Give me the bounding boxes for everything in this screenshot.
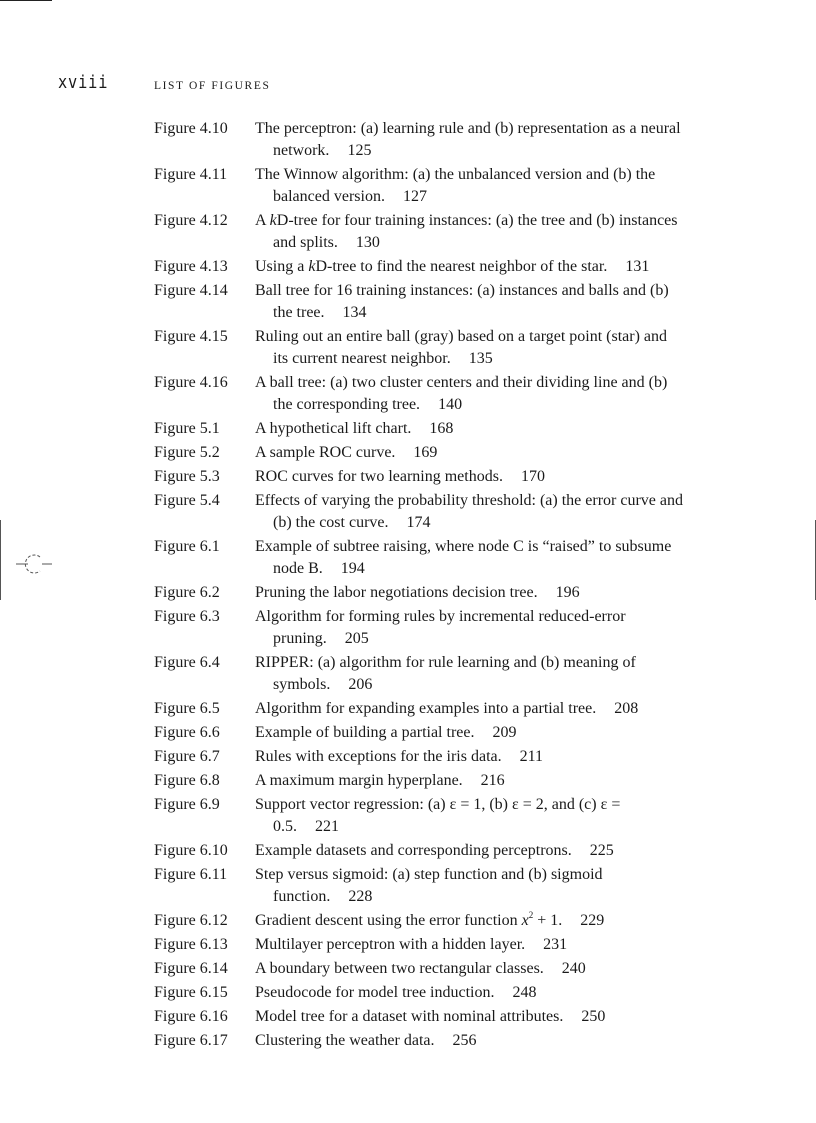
figure-caption-text: Ball tree for 16 training instances: (a) instances and balls and (b) the tree. xyxy=(255,282,669,321)
figure-caption xyxy=(255,490,684,534)
figure-label: Figure 4.12 xyxy=(154,212,228,229)
figure-entry xyxy=(154,910,684,932)
figure-entry xyxy=(154,794,684,838)
figure-caption-text: Pruning the labor negotiations decision tree. xyxy=(255,584,538,601)
figure-caption-text: Effects of varying the probability threshold: (a) the error curve and (b) the cost curve. xyxy=(255,492,683,531)
figure-page-number: 131 xyxy=(625,258,650,275)
figure-caption xyxy=(255,698,684,720)
figure-label: Figure 6.9 xyxy=(154,796,220,813)
figure-label: Figure 6.17 xyxy=(154,1032,228,1049)
figure-entry xyxy=(154,280,684,324)
figure-label: Figure 4.13 xyxy=(154,258,228,275)
figure-caption xyxy=(255,372,684,416)
figure-label: Figure 6.6 xyxy=(154,724,220,741)
figure-caption xyxy=(255,722,684,744)
figure-page-number: 248 xyxy=(512,984,537,1001)
figure-caption-text: Example datasets and corresponding perceptrons. xyxy=(255,842,572,859)
figure-caption xyxy=(255,1030,684,1052)
figure-caption xyxy=(255,606,684,650)
figure-page-number: 208 xyxy=(614,700,639,717)
figure-entry xyxy=(154,210,684,254)
figure-page-number: 240 xyxy=(561,960,586,977)
figure-caption-text: Gradient descent using the error function xyxy=(255,912,522,929)
figure-entry xyxy=(154,982,684,1004)
figure-entry xyxy=(154,582,684,604)
figure-label: Figure 6.8 xyxy=(154,772,220,789)
figure-caption xyxy=(255,934,684,956)
figure-label: Figure 6.14 xyxy=(154,960,228,977)
figure-entry xyxy=(154,1030,684,1052)
figure-caption-text: A maximum margin hyperplane. xyxy=(255,772,463,789)
figure-entry xyxy=(154,1006,684,1028)
registration-mark-icon xyxy=(14,549,54,579)
figure-caption-text: D-tree for four training instances: (a) the tree and (b) instances and splits. xyxy=(273,212,678,251)
figure-page-number: 209 xyxy=(492,724,517,741)
figure-caption-text: Using a xyxy=(255,258,309,275)
figure-page-number: 125 xyxy=(347,142,372,159)
figure-page-number: 221 xyxy=(315,818,339,835)
figure-label: Figure 6.2 xyxy=(154,584,220,601)
figure-caption-superscript: 2 xyxy=(528,910,534,920)
figure-label: Figure 5.4 xyxy=(154,492,220,509)
figure-entry xyxy=(154,466,684,488)
figure-caption xyxy=(255,840,684,862)
figure-label: Figure 5.3 xyxy=(154,468,220,485)
figure-page-number: 127 xyxy=(402,188,427,205)
figure-label: Figure 4.16 xyxy=(154,374,228,391)
figure-page-number: 228 xyxy=(348,888,373,905)
figure-caption-text: D-tree to find the nearest neighbor of the star. xyxy=(315,258,608,275)
figure-page-number: 134 xyxy=(342,304,367,321)
figure-caption xyxy=(255,794,684,838)
figure-caption xyxy=(255,582,684,604)
figure-caption-text: Ruling out an entire ball (gray) based on a target point (star) and its current nearest neighbor. xyxy=(255,328,668,367)
figure-entry xyxy=(154,864,684,908)
figure-caption xyxy=(255,164,684,208)
figure-caption-text: Clustering the weather data. xyxy=(255,1032,435,1049)
figure-entry xyxy=(154,934,684,956)
figure-caption xyxy=(255,118,684,162)
figure-caption-text: Example of subtree raising, where node C is “raised” to subsume node B. xyxy=(255,538,672,577)
figure-caption xyxy=(255,256,684,278)
figure-caption-text: A sample ROC curve. xyxy=(255,444,396,461)
figure-page-number: 194 xyxy=(340,560,365,577)
figure-page-number: 206 xyxy=(348,676,373,693)
figure-page-number: 140 xyxy=(438,396,463,413)
crop-mark-top xyxy=(0,0,52,1)
figure-entry xyxy=(154,536,684,580)
figure-caption xyxy=(255,958,684,980)
figure-entry xyxy=(154,606,684,650)
figure-page-number: 229 xyxy=(580,912,605,929)
figure-caption-text: ROC curves for two learning methods. xyxy=(255,468,503,485)
figure-caption xyxy=(255,326,684,370)
figure-label: Figure 6.13 xyxy=(154,936,228,953)
figure-entry xyxy=(154,722,684,744)
figure-caption-italic: k xyxy=(308,258,316,275)
figure-caption xyxy=(255,418,684,440)
figure-label: Figure 5.2 xyxy=(154,444,220,461)
figure-caption-text: Step versus sigmoid: (a) step function and (b) sigmoid function. xyxy=(255,866,603,905)
figure-page-number: 130 xyxy=(355,234,380,251)
figure-caption xyxy=(255,910,684,932)
figure-page-number: 211 xyxy=(519,748,544,765)
figure-label: Figure 6.1 xyxy=(154,538,220,555)
figure-entry xyxy=(154,164,684,208)
figure-label: Figure 6.16 xyxy=(154,1008,228,1025)
figure-entry xyxy=(154,698,684,720)
figure-caption xyxy=(255,536,684,580)
figure-label: Figure 6.11 xyxy=(154,866,228,883)
figure-caption xyxy=(255,466,684,488)
figure-label: Figure 4.14 xyxy=(154,282,228,299)
figure-label: Figure 6.12 xyxy=(154,912,228,929)
figure-label: Figure 6.4 xyxy=(154,654,220,671)
crop-mark-left xyxy=(0,520,1,600)
figure-entry xyxy=(154,958,684,980)
figure-caption-text: A ball tree: (a) two cluster centers and their dividing line and (b) the corresponding tree. xyxy=(255,374,668,413)
figure-caption-text: A xyxy=(255,212,270,229)
figure-label: Figure 6.15 xyxy=(154,984,228,1001)
figure-caption xyxy=(255,442,684,464)
figure-page-number: 231 xyxy=(543,936,568,953)
figure-entry xyxy=(154,256,684,278)
figure-caption-text: Model tree for a dataset with nominal attributes. xyxy=(255,1008,564,1025)
figure-caption-text: Algorithm for expanding examples into a partial tree. xyxy=(255,700,597,717)
figure-caption-text: The perceptron: (a) learning rule and (b) representation as a neural network. xyxy=(255,120,681,159)
figure-caption xyxy=(255,280,684,324)
figure-list xyxy=(154,118,684,1054)
figure-caption-text: Algorithm for forming rules by incremental reduced-error pruning. xyxy=(255,608,626,647)
figure-label: Figure 5.1 xyxy=(154,420,220,437)
running-head: LIST OF FIGURES xyxy=(154,80,271,92)
figure-caption xyxy=(255,770,684,792)
figure-caption-text: The Winnow algorithm: (a) the unbalanced version and (b) the balanced version. xyxy=(255,166,656,205)
figure-entry xyxy=(154,118,684,162)
figure-page-number: 196 xyxy=(555,584,580,601)
figure-entry xyxy=(154,372,684,416)
figure-page-number: 216 xyxy=(480,772,505,789)
figure-caption xyxy=(255,652,684,696)
figure-entry xyxy=(154,490,684,534)
figure-label: Figure 6.5 xyxy=(154,700,220,717)
figure-caption-text: Rules with exceptions for the iris data. xyxy=(255,748,502,765)
figure-label: Figure 4.11 xyxy=(154,166,228,183)
figure-page-number: 225 xyxy=(589,842,614,859)
figure-label: Figure 6.3 xyxy=(154,608,220,625)
figure-caption-text: RIPPER: (a) algorithm for rule learning and (b) meaning of symbols. xyxy=(255,654,636,693)
page-number: xviii xyxy=(58,72,109,93)
figure-caption-italic: x xyxy=(521,912,529,929)
figure-entry xyxy=(154,840,684,862)
figure-caption-text: A hypothetical lift chart. xyxy=(255,420,412,437)
figure-caption-italic: k xyxy=(269,212,277,229)
figure-entry xyxy=(154,326,684,370)
figure-label: Figure 4.15 xyxy=(154,328,228,345)
figure-caption xyxy=(255,746,684,768)
figure-page-number: 174 xyxy=(406,514,431,531)
figure-caption xyxy=(255,864,684,908)
figure-page-number: 256 xyxy=(452,1032,477,1049)
figure-page-number: 168 xyxy=(429,420,454,437)
figure-label: Figure 6.10 xyxy=(154,842,228,859)
figure-entry xyxy=(154,770,684,792)
figure-caption xyxy=(255,210,684,254)
figure-page-number: 135 xyxy=(468,350,493,367)
figure-caption-text: Multilayer perceptron with a hidden layer. xyxy=(255,936,526,953)
figure-page-number: 250 xyxy=(581,1008,606,1025)
figure-caption-text: A boundary between two rectangular classes. xyxy=(255,960,544,977)
figure-label: Figure 4.10 xyxy=(154,120,228,137)
figure-page-number: 205 xyxy=(344,630,369,647)
figure-entry xyxy=(154,418,684,440)
figure-page-number: 169 xyxy=(413,444,438,461)
figure-caption-text: + 1. xyxy=(533,912,563,929)
figure-caption-text: Pseudocode for model tree induction. xyxy=(255,984,495,1001)
figure-caption xyxy=(255,1006,684,1028)
figure-caption-text: Example of building a partial tree. xyxy=(255,724,475,741)
figure-caption-text: Support vector regression: (a) ε = 1, (b) ε = 2, and (c) ε = 0.5. xyxy=(255,796,621,835)
figure-entry xyxy=(154,652,684,696)
figure-entry xyxy=(154,442,684,464)
figure-label: Figure 6.7 xyxy=(154,748,220,765)
figure-entry xyxy=(154,746,684,768)
figure-page-number: 170 xyxy=(520,468,545,485)
figure-caption xyxy=(255,982,684,1004)
